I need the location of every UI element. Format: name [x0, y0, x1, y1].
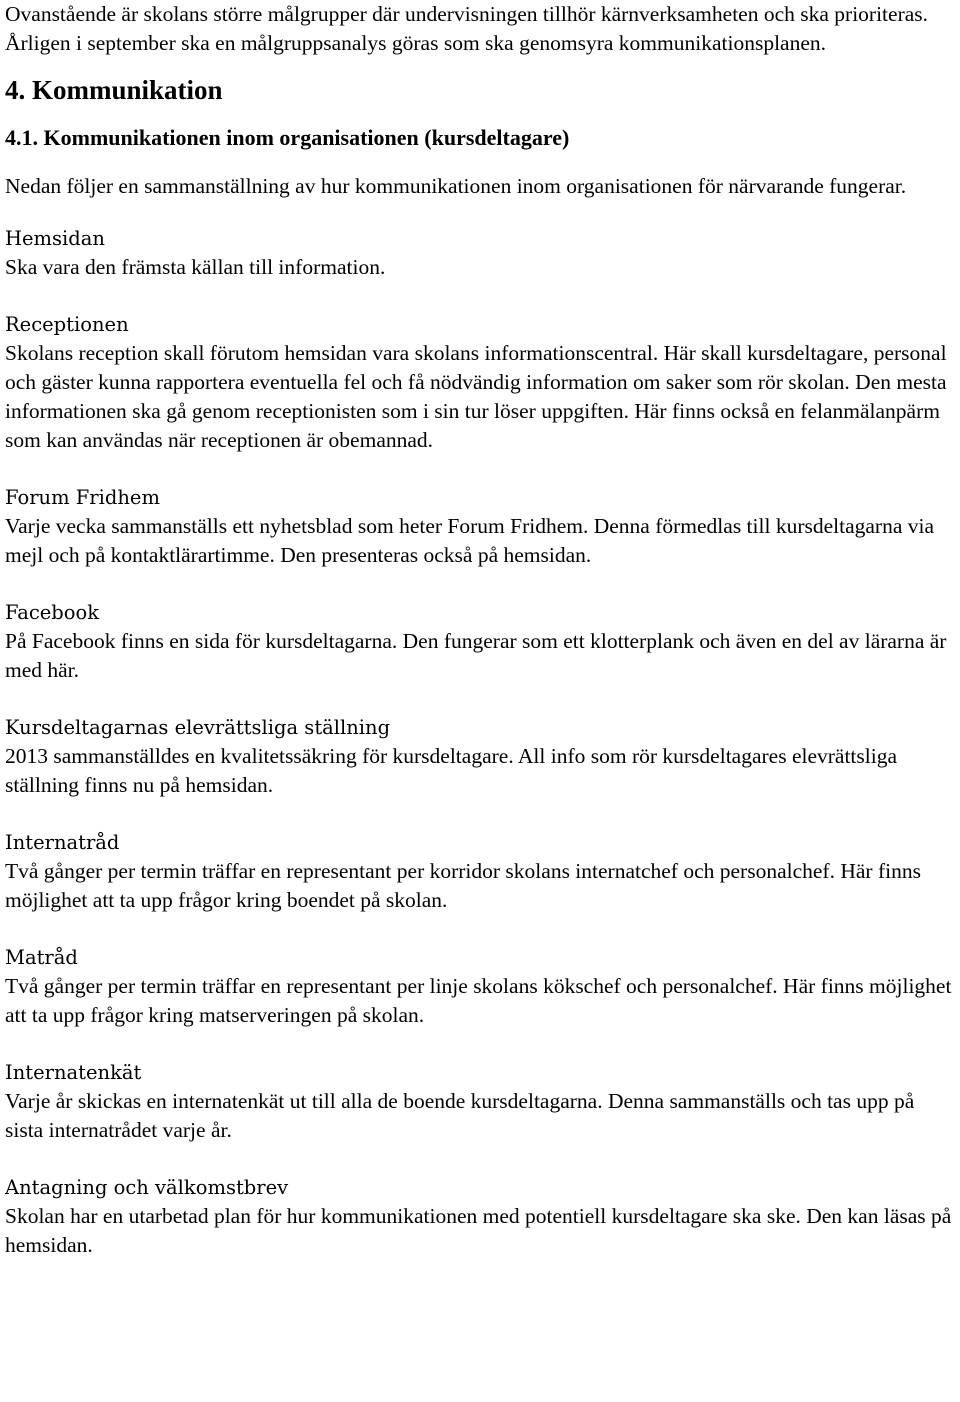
lead-paragraph: Nedan följer en sammanställning av hur kommunikationen inom organisationen för närvarande fungerar.	[5, 174, 907, 198]
section-title: Facebook	[5, 601, 100, 624]
subsection-heading: 4.1. Kommunikationen inom organisationen (kursdeltagare)	[5, 125, 570, 150]
section-title: Forum Fridhem	[5, 486, 160, 509]
section-title: Receptionen	[5, 313, 129, 336]
section-elevrattslig-stallning	[5, 713, 955, 800]
intro-paragraph: Ovanstående är skolans större målgrupper där undervisningen tillhör kärnverksamheten och ska prioriteras. Årligen i september ska en målgruppsanalys göras som ska genomsyra kommunikationsplanen.	[5, 2, 929, 55]
section-title: Kursdeltagarnas elevrättsliga ställning	[5, 716, 391, 739]
section-title: Internatenkät	[5, 1061, 142, 1084]
section-receptionen	[5, 310, 955, 455]
document-page	[5, 0, 955, 1260]
section-heading: 4. Kommunikation	[5, 75, 223, 105]
section-body: På Facebook finns en sida för kursdeltagarna. Den fungerar som ett klotterplank och även en del av lärarna är med här.	[5, 629, 947, 682]
section-body: 2013 sammanställdes en kvalitetssäkring för kursdeltagare. All info som rör kursdeltagares elevrättsliga ställning finns nu på hemsidan.	[5, 744, 898, 797]
section-title: Hemsidan	[5, 227, 105, 250]
section-title: Matråd	[5, 946, 78, 969]
section-facebook	[5, 598, 955, 685]
section-body: Varje år skickas en internatenkät ut till alla de boende kursdeltagarna. Denna sammanställs och tas upp på sista internatrådet varje år.	[5, 1089, 915, 1142]
section-body: Skolan har en utarbetad plan för hur kommunikationen med potentiell kursdeltagare ska ske. Den kan läsas på hemsidan.	[5, 1204, 952, 1257]
section-forum-fridhem	[5, 483, 955, 570]
section-body: Ska vara den främsta källan till information.	[5, 255, 386, 279]
section-body: Två gånger per termin träffar en representant per linje skolans kökschef och personalchef. Här finns möjlighet att ta upp frågor kring matserveringen på skolan.	[5, 974, 952, 1027]
section-antagning	[5, 1173, 955, 1260]
section-title: Internatråd	[5, 831, 120, 854]
section-matrad	[5, 943, 955, 1030]
section-title: Antagning och välkomstbrev	[5, 1176, 289, 1199]
section-body: Två gånger per termin träffar en representant per korridor skolans internatchef och personalchef. Här finns möjlighet att ta upp frågor kring boendet på skolan.	[5, 859, 921, 912]
section-hemsidan	[5, 224, 955, 282]
section-internatrad	[5, 828, 955, 915]
section-internatenkat	[5, 1058, 955, 1145]
section-body: Varje vecka sammanställs ett nyhetsblad som heter Forum Fridhem. Denna förmedlas till kursdeltagarna via mejl och på kontaktlärartimme. Den presenteras också på hemsidan.	[5, 514, 935, 567]
section-body: Skolans reception skall förutom hemsidan vara skolans informationscentral. Här skall kursdeltagare, personal och gäster kunna rapportera eventuella fel och få nödvändig information om saker som rör skolan. Den mesta informationen ska gå genom receptionisten som i sin tur löser uppgiften. Här finns också en felanmälanpärm som kan användas när receptionen är obemannad.	[5, 341, 947, 452]
